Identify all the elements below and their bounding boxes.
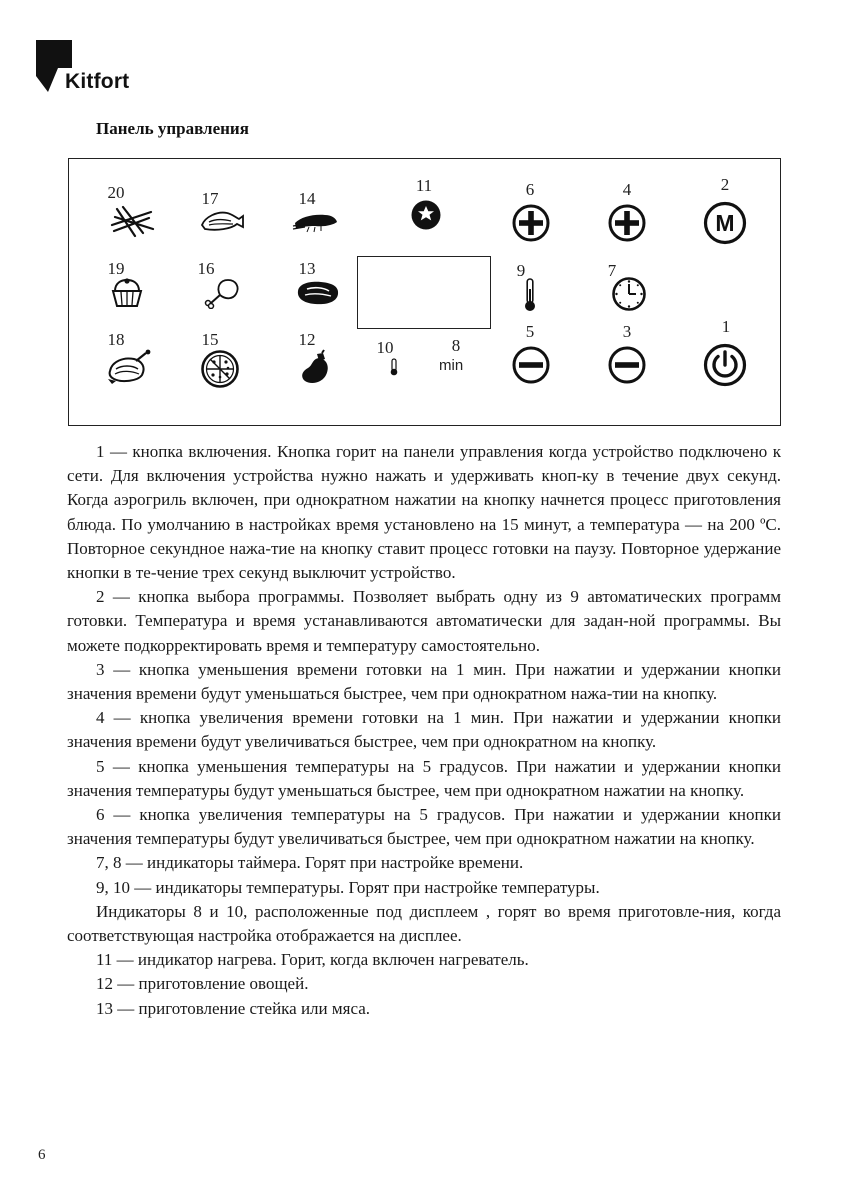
- label-14: 14: [298, 189, 316, 208]
- label-11: 11: [415, 176, 433, 195]
- label-12: 12: [298, 330, 316, 349]
- label-9: 9: [516, 261, 526, 280]
- paragraph-temperature-minus: 5 — кнопка уменьшения температуры на 5 градусов. При нажатии и удержании кнопки значения температуры будут уменьшаться быстрее, чем при однократном нажатии на кнопку.: [67, 756, 781, 800]
- label-2: 2: [720, 175, 730, 194]
- description-text: [67, 440, 781, 1021]
- shrimp-icon[interactable]: [291, 209, 341, 233]
- cupcake-icon[interactable]: [109, 277, 145, 309]
- paragraph-time-plus: 4 — кнопка увеличения времени готовки на 1 мин. При нажатии и удержании кнопки значения времени будут увеличиваться быстрее, чем при однократном на кнопку.: [67, 708, 781, 752]
- heater-indicator-icon: [410, 199, 442, 231]
- pizza-icon[interactable]: [200, 349, 240, 389]
- section-title: Панель управления: [96, 119, 249, 138]
- roast-chicken-icon[interactable]: [106, 349, 152, 385]
- steak-icon[interactable]: [295, 279, 341, 307]
- paragraph-heater-indicator: 11 — индикатор нагрева. Горит, когда включен нагреватель.: [96, 950, 529, 970]
- paragraph-temperature-indicators: 9, 10 — индикаторы температуры. Горят при настройке температуры.: [96, 877, 600, 897]
- label-18: 18: [107, 330, 125, 349]
- paragraph-temperature-plus: 6 — кнопка увеличения температуры на 5 градусов. При нажатии и удержании кнопки значения температуры будут увеличиваться быстрее, чем при однократном нажатии на кнопку.: [67, 805, 781, 849]
- thermometer-small-icon: [389, 358, 399, 376]
- label-8: 8: [451, 336, 461, 355]
- brand-name: Kitfort: [65, 70, 130, 93]
- label-15: 15: [201, 330, 219, 349]
- paragraph-display-indicators: Индикаторы 8 и 10, расположенные под дисплеем , горят во время приготовле-ния, когда соответствующая настройка отображается на дисплее.: [67, 901, 781, 946]
- display-screen: [357, 256, 491, 329]
- label-7: 7: [607, 261, 617, 280]
- paragraph-power-button: 1 — кнопка включения. Кнопка горит на панели управления когда устройство подключено к сети. Для включения устройства нужно нажать и удерживать кноп-ку в течение двух секунд. Когда аэрогриль включен, при однократном нажатии на кнопку начнется процесс приготовления блюда. По умолчанию в настройках время установлено на 15 минут, а температура — на 200 ºС. Повторное секундное нажа-тие на кнопку ставит процесс готовки на паузу. Повторное удержание кнопки в те-чение трех секунд выключит устройство.: [67, 442, 781, 583]
- time-minus-icon[interactable]: [607, 345, 647, 385]
- fries-icon[interactable]: [109, 205, 155, 239]
- chicken-leg-icon[interactable]: [202, 277, 242, 309]
- kitfort-logo: [34, 40, 164, 100]
- label-16: 16: [197, 259, 215, 278]
- fish-icon[interactable]: [199, 209, 245, 233]
- label-5: 5: [525, 322, 535, 341]
- paragraph-mode-button: 2 — кнопка выбора программы. Позволяет выбрать одну из 9 автоматических программ готовки. Температура и время устанавливаются автоматически для задан-ной программы. Вы можете подкорректировать время и температуру самостоятельно.: [67, 587, 781, 655]
- clock-icon: [611, 276, 647, 312]
- paragraph-vegetables: 12 — приготовление овощей.: [96, 974, 309, 994]
- control-panel-diagram: [68, 158, 781, 426]
- label-4: 4: [622, 180, 632, 199]
- eggplant-icon[interactable]: [297, 349, 333, 387]
- thermometer-icon: [523, 277, 537, 313]
- mode-button-letter: M: [715, 210, 735, 236]
- label-17: 17: [201, 189, 219, 208]
- page-number: 6: [38, 1147, 46, 1163]
- time-plus-icon[interactable]: [607, 203, 647, 243]
- temperature-plus-icon[interactable]: [511, 203, 551, 243]
- label-10: 10: [376, 338, 394, 357]
- label-6: 6: [525, 180, 535, 199]
- label-19: 19: [107, 259, 125, 278]
- label-20: 20: [107, 183, 125, 202]
- timer-unit-label: min: [439, 357, 464, 374]
- label-13: 13: [298, 259, 316, 278]
- power-icon[interactable]: [703, 343, 747, 387]
- paragraph-steak: 13 — приготовление стейка или мяса.: [96, 998, 371, 1018]
- paragraph-time-minus: 3 — кнопка уменьшения времени готовки на 1 мин. При нажатии и удержании кнопки значения времени будут уменьшаться быстрее, чем при однократном нажа-тии на кнопку.: [67, 659, 781, 704]
- mode-icon[interactable]: [703, 201, 747, 245]
- temperature-minus-icon[interactable]: [511, 345, 551, 385]
- paragraph-timer-indicators: 7, 8 — индикаторы таймера. Горят при настройке времени.: [96, 853, 524, 873]
- label-3: 3: [622, 322, 632, 341]
- label-1: 1: [721, 317, 731, 336]
